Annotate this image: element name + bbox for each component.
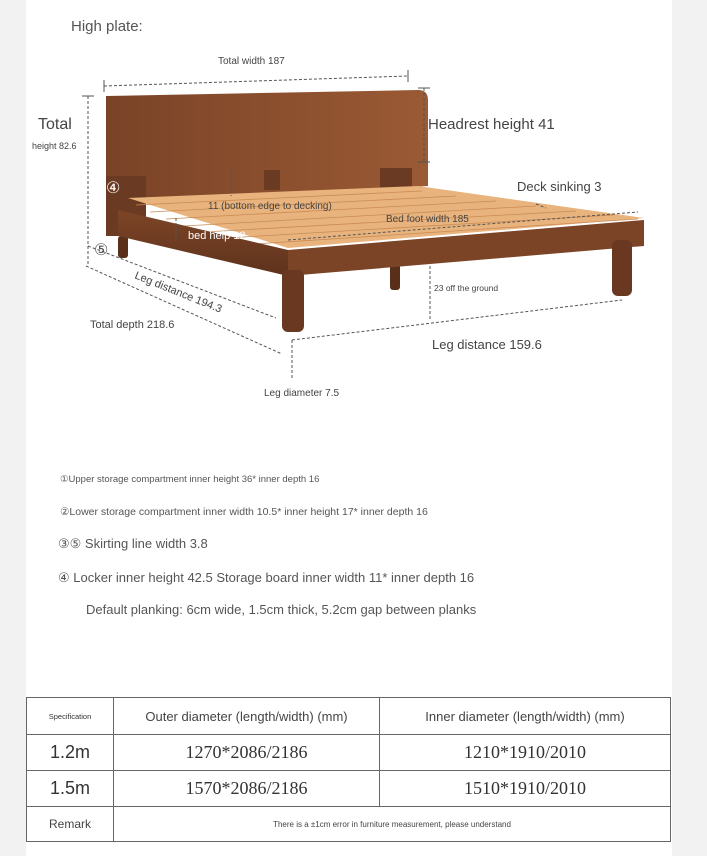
table-remark-row (27, 807, 671, 842)
label-total-width: Total width 187 (218, 56, 285, 67)
label-leg-distance-front: Leg distance 159.6 (432, 337, 542, 352)
spec-table (26, 697, 671, 842)
marker-4: ④ (106, 180, 121, 197)
table-header-row (27, 698, 671, 735)
remark-text: There is a ±1cm error in furniture measurement, please understand (114, 807, 671, 842)
label-bed-help: bed help 12 (188, 230, 246, 242)
row-inner: 1210*1910/2010 (380, 735, 671, 771)
table-row (27, 771, 671, 807)
bed-dimension-drawing (26, 0, 672, 420)
label-off-ground: 23 off the ground (434, 283, 499, 293)
label-headrest-height: Headrest height 41 (428, 116, 555, 133)
header-specification: Specification (27, 698, 114, 735)
bed-leg (282, 270, 304, 332)
section-heading: High plate: (71, 18, 143, 35)
note-locker: ④ Locker inner height 42.5 Storage board inner width 11* inner depth 16 (58, 570, 475, 585)
headboard-post (264, 170, 280, 190)
row-outer: 1570*2086/2186 (114, 771, 380, 807)
header-inner-diameter: Inner diameter (length/width) (mm) (380, 698, 671, 735)
note-planking: Default planking: 6cm wide, 1.5cm thick, 5.2cm gap between planks (86, 602, 477, 617)
product-detail-page (26, 0, 672, 856)
note-lower-compartment: ②Lower storage compartment inner width 10.5* inner height 17* inner depth 16 (60, 506, 428, 518)
bed-leg (612, 240, 632, 296)
row-size: 1.5m (27, 771, 114, 807)
label-total-depth: Total depth 218.6 (90, 319, 175, 331)
row-size: 1.2m (27, 735, 114, 771)
table-row (27, 735, 671, 771)
header-outer-diameter: Outer diameter (length/width) (mm) (114, 698, 380, 735)
remark-label: Remark (27, 807, 114, 842)
label-total-height-title: Total (38, 116, 72, 133)
note-upper-compartment: ①Upper storage compartment inner height 36* inner depth 16 (60, 474, 320, 485)
label-bed-foot-width: Bed foot width 185 (386, 214, 469, 225)
label-total-height-value: height 82.6 (32, 141, 77, 151)
note-skirting: ③⑤ Skirting line width 3.8 (58, 536, 208, 551)
marker-5: ⑤ (94, 242, 109, 259)
bed-leg (118, 236, 128, 258)
label-deck-sinking: Deck sinking 3 (517, 179, 602, 194)
row-outer: 1270*2086/2186 (114, 735, 380, 771)
label-leg-diameter: Leg diameter 7.5 (264, 388, 340, 399)
label-leg-distance-side: Leg distance 194.3 (132, 269, 224, 316)
label-bottom-edge: 11 (bottom edge to decking) (208, 201, 332, 212)
bed-leg (390, 264, 400, 290)
row-inner: 1510*1910/2010 (380, 771, 671, 807)
